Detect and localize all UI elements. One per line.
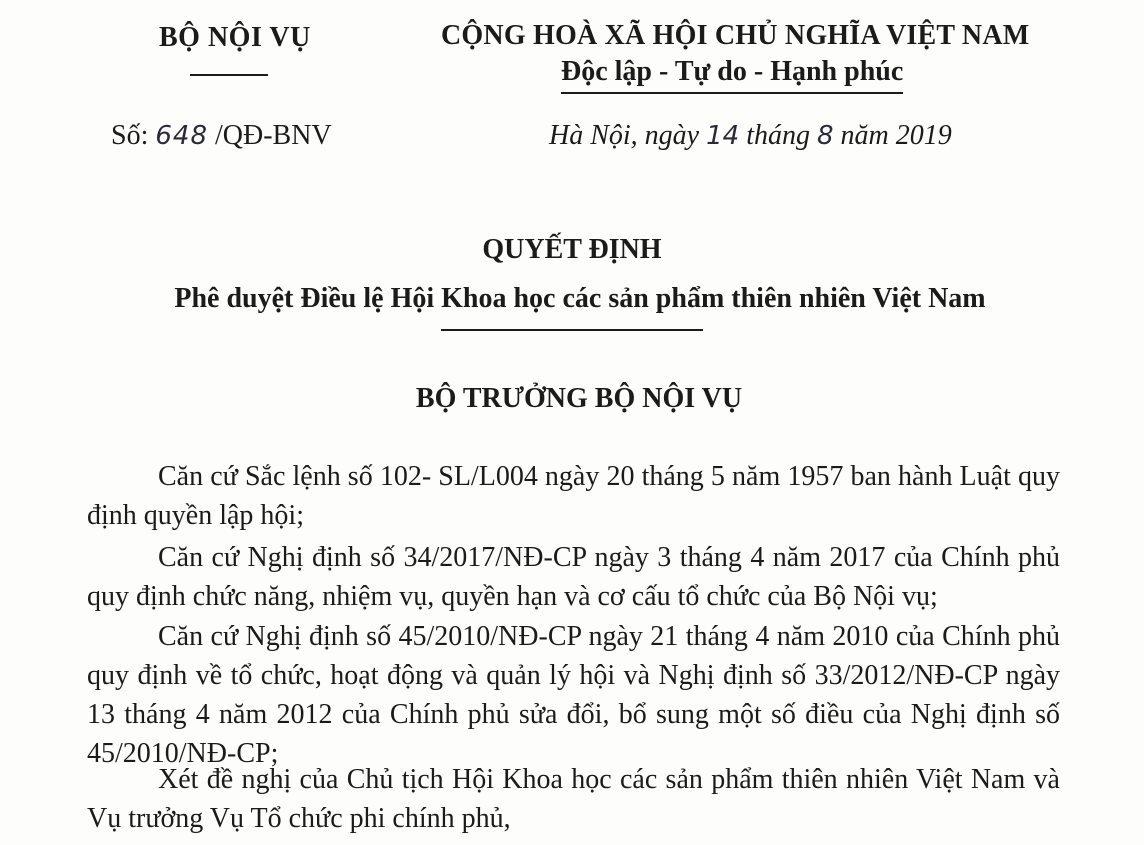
national-motto: Độc lập - Tự do - Hạnh phúc [561, 56, 903, 94]
organization-underline [190, 74, 268, 76]
decision-subtitle: Phê duyệt Điều lệ Hội Khoa học các sản phẩm thiên nhiên Việt Nam [174, 283, 986, 314]
proposal-paragraph: Xét đề nghị của Chủ tịch Hội Khoa học các sản phẩm thiên nhiên Việt Nam và Vụ trưởng Vụ Tổ chức phi chính phủ, [87, 764, 1060, 834]
document-number [111, 120, 332, 152]
legal-basis-paragraph-2: Căn cứ Nghị định số 34/2017/NĐ-CP ngày 3 tháng 4 năm 2017 của Chính phủ quy định chức năng, nhiệm vụ, quyền hạn và cơ cấu tổ chức của Bộ Nội vụ; [87, 542, 1060, 612]
date-day-handwritten: 14 [706, 121, 740, 151]
decision-title: QUYẾT ĐỊNH [482, 234, 662, 265]
place-date-prefix: Hà Nội, ngày [549, 120, 707, 151]
document-number-prefix: Số: [111, 120, 156, 151]
legal-basis-paragraph-3: Căn cứ Nghị định số 45/2010/NĐ-CP ngày 21 tháng 4 năm 2010 của Chính phủ quy định về tổ chức, hoạt động và quản lý hội và Nghị định số 33/2012/NĐ-CP ngày 13 tháng 4 năm 2012 của Chính phủ sửa đổi, bổ sung một số điều của Nghị định số 45/2010/NĐ-CP; [87, 621, 1060, 769]
legal-basis-paragraph-1: Căn cứ Sắc lệnh số 102- SL/L004 ngày 20 tháng 5 năm 1957 ban hành Luật quy định quyền lập hội; [87, 461, 1060, 531]
issuing-authority: BỘ TRƯỞNG BỘ NỘI VỤ [415, 383, 743, 414]
year-label: năm 2019 [833, 120, 952, 151]
month-label: tháng [739, 120, 817, 151]
title-underline [441, 329, 703, 331]
document-number-handwritten: 648 [155, 121, 208, 151]
issuing-organization: BỘ NỘI VỤ [159, 22, 311, 53]
date-month-handwritten: 8 [816, 121, 834, 151]
national-title: CỘNG HOÀ XÃ HỘI CHỦ NGHĨA VIỆT NAM [441, 20, 1030, 51]
place-and-date [549, 120, 952, 152]
document-number-suffix: /QĐ-BNV [208, 120, 332, 151]
